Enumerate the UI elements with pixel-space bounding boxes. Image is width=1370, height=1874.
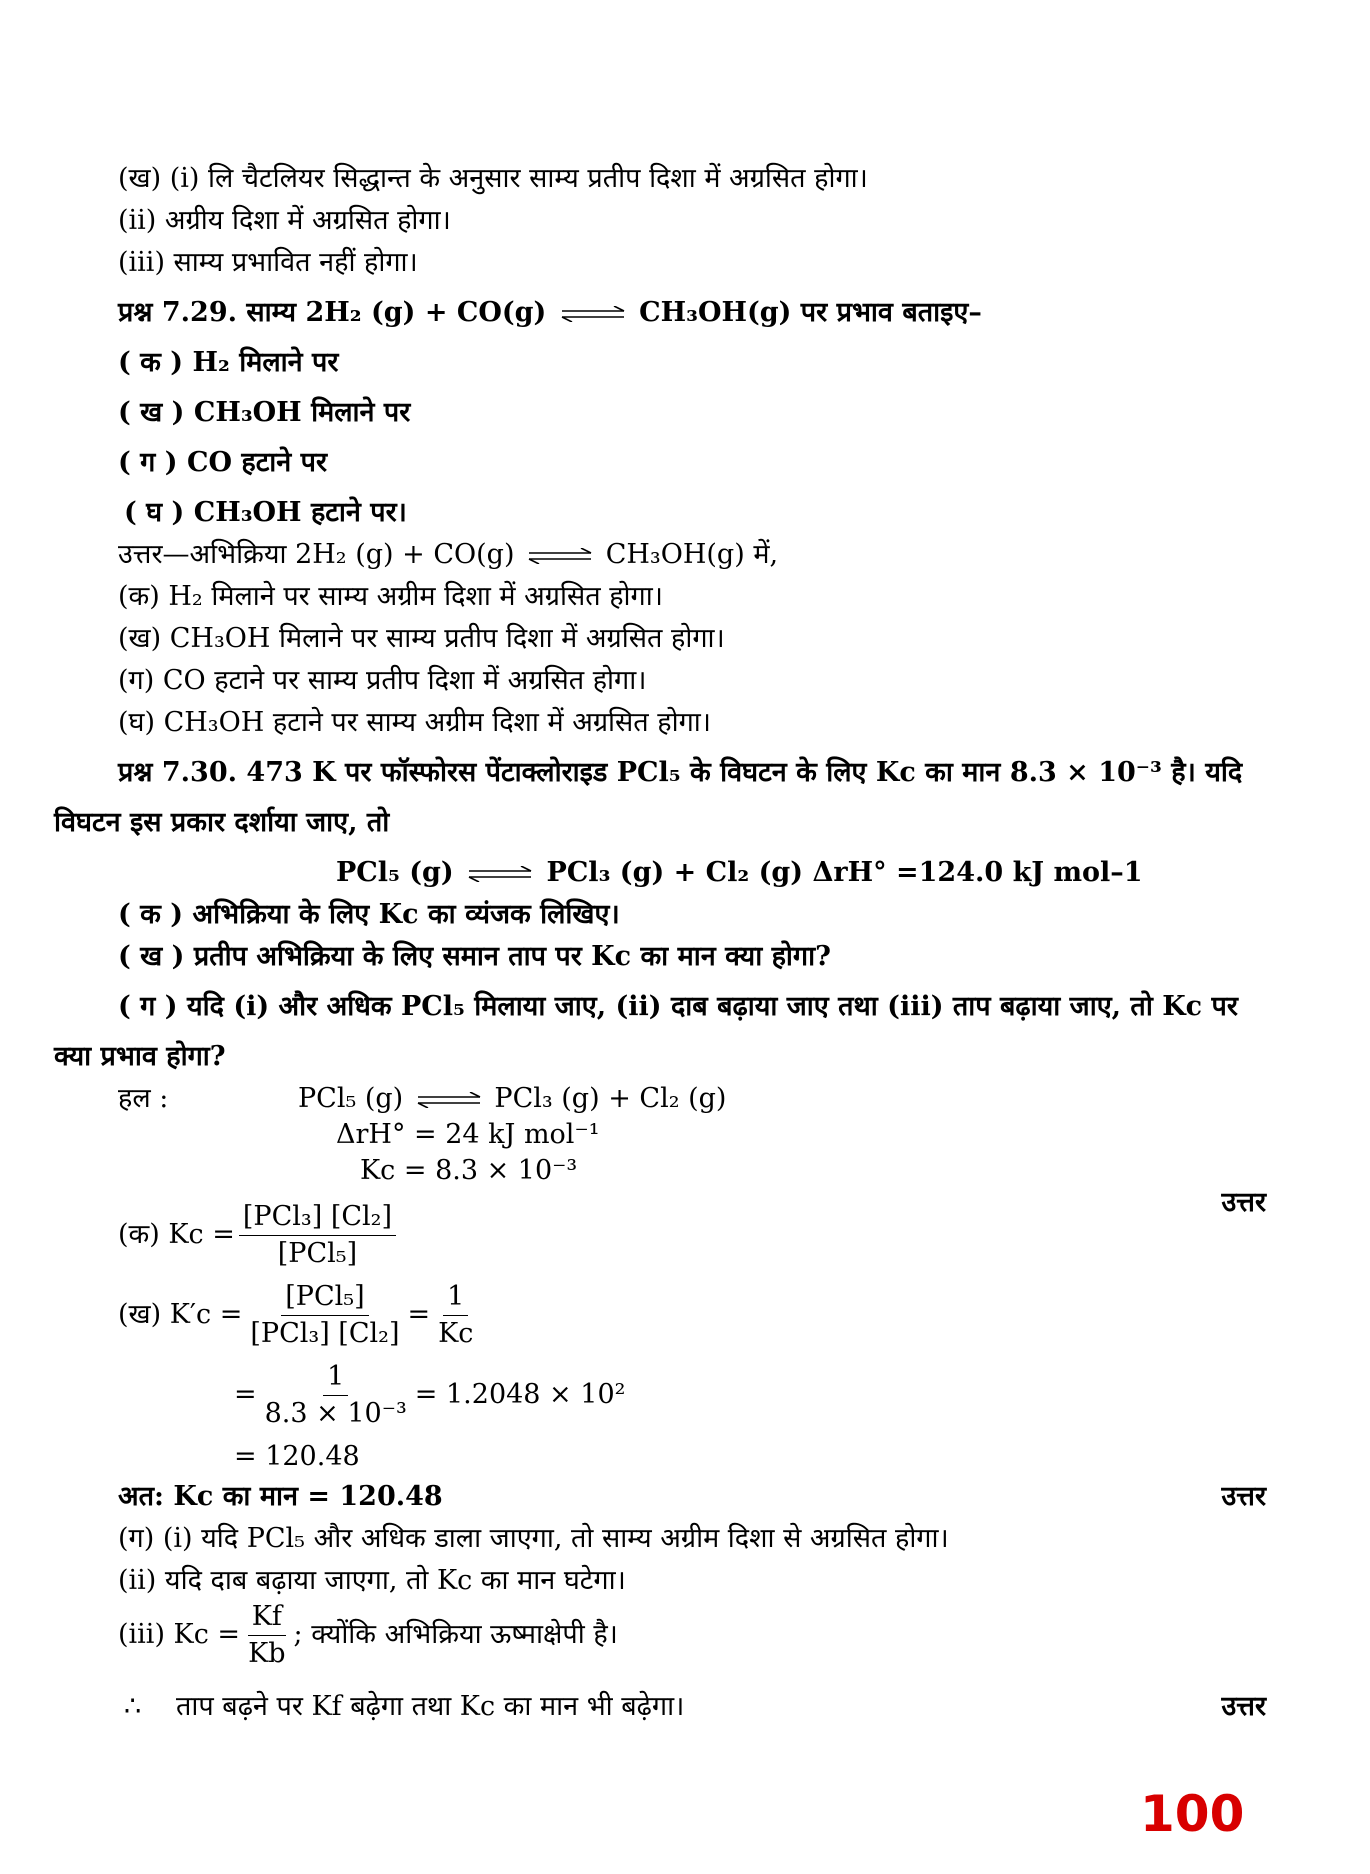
pcl5-reaction <box>336 856 1143 890</box>
part-g-ii: (ii) यदि दाब बढ़ाया जाएगा, तो Kc का मान घटेगा। <box>118 1565 626 1596</box>
answer-mark: उत्तर <box>1221 1691 1266 1722</box>
reaction-rhs: PCl₃ (g) + Cl₂ (g) <box>494 1083 727 1114</box>
answer-a: (क) H₂ मिलाने पर साम्य अग्रीम दिशा में अग्रसित होगा। <box>118 581 663 612</box>
answer-mark: उत्तर <box>1221 1187 1266 1218</box>
option-c: ( ग ) CO हटाने पर <box>118 447 328 478</box>
calculation-result: = 1.2048 × 10² <box>414 1379 626 1410</box>
equilibrium-arrow-icon <box>416 1092 482 1108</box>
q30-part-c-line1: ( ग ) यदि (i) और अधिक PCl₅ मिलाया जाए, (ii) दाब बढ़ाया जाए तथा (iii) ताप बढ़ाया जाए, तो Kc पर <box>118 991 1238 1022</box>
solution-reaction <box>298 1082 726 1116</box>
reaction-lhs: 2H₂ (g) + CO(g) <box>295 539 515 570</box>
reaction-rhs: CH₃OH(g) पर प्रभाव बताइए– <box>639 297 982 328</box>
numerator: 1 <box>443 1281 468 1316</box>
text-line: (ख) (i) लि चैटलियर सिद्धान्त के अनुसार साम्य प्रतीप दिशा में अग्रसित होगा। <box>118 163 868 194</box>
answer-c: (ग) CO हटाने पर साम्य प्रतीप दिशा में अग्रसित होगा। <box>118 665 647 696</box>
fraction <box>244 1601 289 1670</box>
fraction <box>434 1281 477 1350</box>
equals-sign: = <box>234 1379 257 1410</box>
final-conclusion: ताप बढ़ने पर Kf बढ़ेगा तथा Kc का मान भी बढ़ेगा। <box>176 1691 685 1722</box>
part-a-expression <box>118 1198 400 1272</box>
fraction <box>261 1361 411 1430</box>
equilibrium-arrow-icon <box>527 548 593 564</box>
reaction-lhs: PCl₅ (g) <box>336 857 454 888</box>
answer-mark: उत्तर <box>1221 1481 1266 1512</box>
answer-d: (घ) CH₃OH हटाने पर साम्य अग्रीम दिशा में अग्रसित होगा। <box>118 707 712 738</box>
q30-part-b: ( ख ) प्रतीप अभिक्रिया के लिए समान ताप पर Kc का मान क्या होगा? <box>118 941 831 972</box>
equilibrium-arrow-icon <box>467 866 533 882</box>
text-line: (iii) साम्य प्रभावित नहीं होगा। <box>118 247 418 278</box>
text-line: (ii) अग्रीय दिशा में अग्रसित होगा। <box>118 205 451 236</box>
numerator: Kf <box>248 1601 286 1636</box>
reaction-rhs: CH₃OH(g) में, <box>605 539 779 570</box>
kc-conclusion: अत: Kc का मान = 120.48 <box>118 1481 443 1512</box>
equals-sign: = <box>407 1299 431 1330</box>
part-g-i: (ग) (i) यदि PCl₅ और अधिक डाला जाएगा, तो साम्य अग्रीम दिशा से अग्रसित होगा। <box>118 1523 949 1554</box>
answer-intro <box>118 538 778 572</box>
reaction-lhs: 2H₂ (g) + CO(g) <box>305 297 547 328</box>
numerator: [PCl₃] [Cl₂] <box>239 1201 396 1236</box>
option-b: ( ख ) CH₃OH मिलाने पर <box>118 397 411 428</box>
solution-label: हल : <box>118 1083 169 1114</box>
denominator: [PCl₅] <box>277 1237 358 1269</box>
equilibrium-arrow-icon <box>560 306 626 322</box>
denominator: [PCl₃] [Cl₂] <box>250 1317 400 1349</box>
denominator: Kb <box>248 1637 286 1669</box>
part-g-iii <box>118 1596 618 1674</box>
enthalpy-value: ΔrH° = 24 kJ mol⁻¹ <box>336 1119 600 1150</box>
option-d: ( घ ) CH₃OH हटाने पर। <box>124 497 407 528</box>
therefore-symbol: ∴ <box>124 1691 142 1722</box>
explanation-text: ; क्योंकि अभिक्रिया ऊष्माक्षेपी है। <box>293 1619 618 1650</box>
numerator: 1 <box>323 1361 348 1396</box>
question-7-30-line2: विघटन इस प्रकार दर्शाया जाए, तो <box>54 807 390 838</box>
expression-label: (iii) Kc = <box>118 1619 241 1650</box>
reaction-rhs: PCl₃ (g) + Cl₂ (g) ΔrH° =124.0 kJ mol–1 <box>546 857 1143 888</box>
reaction-lhs: PCl₅ (g) <box>298 1083 404 1114</box>
expression-label: (क) Kc = <box>118 1219 235 1250</box>
option-a: ( क ) H₂ मिलाने पर <box>118 347 339 378</box>
fraction <box>239 1201 396 1270</box>
part-b-expression <box>118 1278 481 1352</box>
kc-value: Kc = 8.3 × 10⁻³ <box>360 1155 578 1186</box>
denominator: 8.3 × 10⁻³ <box>264 1397 407 1429</box>
expression-label: (ख) K′c = <box>118 1299 243 1330</box>
numerator: [PCl₅] <box>281 1281 368 1316</box>
answer-prefix: उत्तर—अभिक्रिया <box>118 539 287 570</box>
fraction <box>246 1281 403 1350</box>
page-number: 100 <box>1140 1785 1245 1843</box>
part-b-value: = 120.48 <box>234 1441 360 1472</box>
part-b-calculation <box>234 1358 625 1432</box>
question-7-30-line1: प्रश्न 7.30. 473 K पर फॉस्फोरस पेंटाक्लोराइड PCl₅ के विघटन के लिए Kc का मान 8.3 × 10⁻³ है। यदि <box>118 757 1243 788</box>
q30-part-c-line2: क्या प्रभाव होगा? <box>54 1041 226 1072</box>
question-7-29 <box>118 296 982 330</box>
q30-part-a: ( क ) अभिक्रिया के लिए Kc का व्यंजक लिखिए। <box>118 899 620 930</box>
denominator: Kc <box>438 1317 474 1349</box>
question-prefix: प्रश्न 7.29. साम्य <box>118 297 297 328</box>
answer-b: (ख) CH₃OH मिलाने पर साम्य प्रतीप दिशा में अग्रसित होगा। <box>118 623 725 654</box>
